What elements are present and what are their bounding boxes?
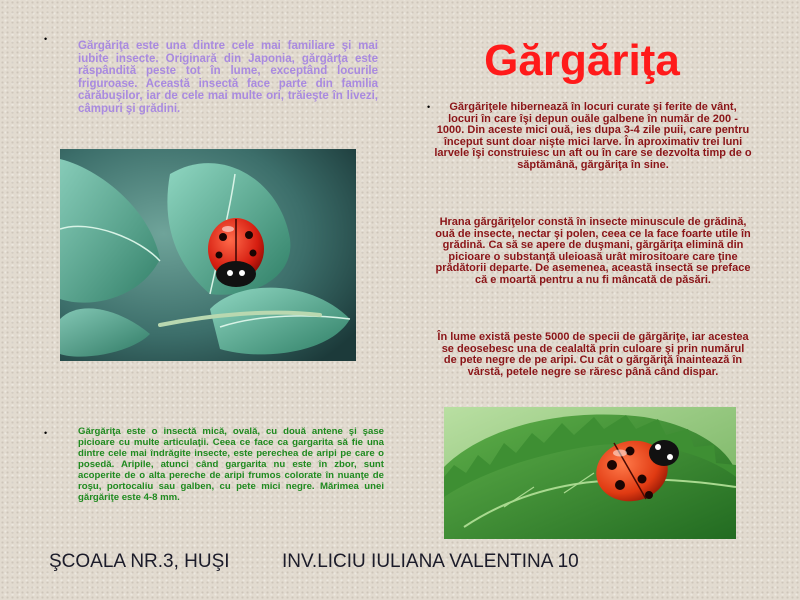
teacher-footer: INV.LICIU IULIANA VALENTINA 10 [282,551,579,572]
ladybug-on-leaves-image [60,149,356,361]
description-paragraph: Gărgăriţa este o insectă mică, ovală, cu două antene şi şase picioare cu multe articulaţii. Ceea ce face ca gargarita să fie una dintre cele mai îndrăgite insecte, este perechea de aripi pe care o posedă. Aripile, atunci când gargarita nu este în zbor, sunt acoperite de o alta pereche de aripi frumos colorate în nuanţe de roşu, portocaliu sau galben, cu pete mici negre. Mărimea unei gărgăriţe este 4-8 mm. [78,426,384,503]
bullet-icon: • [44,428,48,438]
bullet-icon: • [44,34,48,44]
intro-paragraph: Gărgăriţa este una dintre cele mai familiare şi mai iubite insecte. Originară din Japonia, gărgărţa este răspândită peste tot în lume, exceptând locurile friguroase. Această insectă face parte din familia cărăbuşilor, iar de cele mai multe ori, trăieşte în livezi, câmpuri şi grădini. [78,40,378,115]
food-paragraph: Hrana gărgăriţelor constă în insecte minuscule de grădină, ouă de insecte, nectar şi polen, ceea ce la face foarte utile în grădină. Ca să se apere de duşmani, gărgăriţa elimină din picioare o substanţă uleioasă urât mirositoare care ţine prădătorii departe. De asemenea, această insectă se preface că e moartă pentru a nu fi mâncată de păsări. [435,216,751,286]
ladybug-on-nettle-image [444,407,736,539]
species-paragraph: În lume există peste 5000 de specii de gărgăriţe, iar acestea se deosebesc una de cealaltă prin culoare şi prin numărul de pete negre de pe aripi. Cu cât o gărgăriţă înaintează în vârstă, petele negre se răresc până când dispar. [437,331,749,378]
school-footer: ŞCOALA NR.3, HUŞI [49,551,230,572]
bullet-icon: • [427,102,431,112]
page-title: Gărgăriţa [484,36,680,85]
hibernation-paragraph: Gărgăriţele hibernează în locuri curate şi ferite de vânt, locuri în care îşi depun ouăle galbene în număr de 200 - 1000. Din aceste mici ouă, ies dupa 3-4 zile puii, care pentru început sunt doar nişte mici larve. În aproximativ trei luni larvele îşi construiesc un aft ou în care se dezvolta timp de o săptămână, gărgăriţa în sine. [434,101,752,171]
